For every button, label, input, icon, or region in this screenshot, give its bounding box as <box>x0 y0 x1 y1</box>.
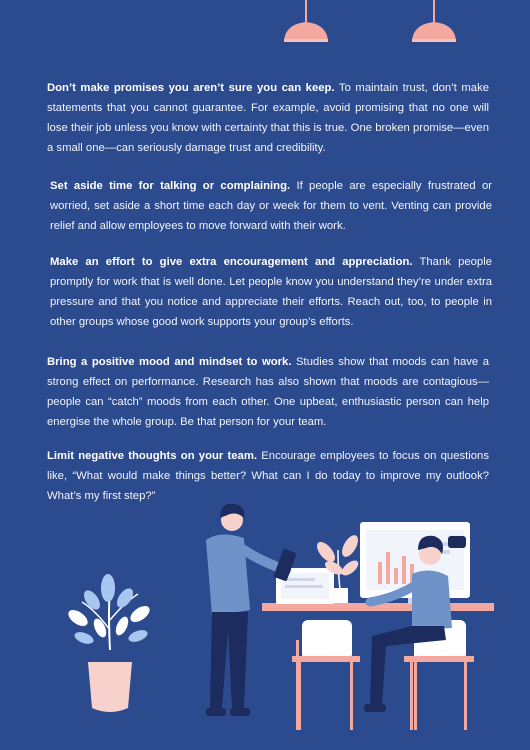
tip-heading: Make an effort to give extra encouragement and appreciation. <box>50 256 413 268</box>
potted-plant-icon <box>66 574 153 712</box>
tip-paragraph <box>50 176 492 236</box>
ceiling-lamp-icon <box>278 0 334 46</box>
office-desk-illustration <box>0 490 530 750</box>
tip-body: To maintain trust, don’t make statements that you cannot guarantee. For example, avoid promising that no one will lose their job unless you know with certainty that this is true. One broken promise—even a small one—can seriously damage trust and credibility. <box>47 82 489 154</box>
tip-heading: Bring a positive mood and mindset to work. <box>47 356 292 368</box>
tip-heading: Set aside time for talking or complaining. <box>50 180 291 192</box>
tip-body: Studies show that moods can have a strong effect on performance. Research has also shown that moods are contagious—people can “catch” moods from each other. One upbeat, enthusiastic person can help energise the whole group. Be that person for your team. <box>47 356 489 428</box>
tip-paragraph <box>47 352 489 432</box>
tip-paragraph <box>47 78 489 158</box>
tip-body: If people are especially frustrated or worried, set aside a short time each day or week for them to vent. Venting can provide relief and allow employees to move forward with their work. <box>50 180 493 232</box>
tip-heading: Limit negative thoughts on your team. <box>47 450 258 462</box>
ceiling-lamp-icon <box>406 0 462 46</box>
tip-body: Thank people promptly for work that is well done. Let people know you understand they’re under extra pressure and that you notice and appreciate their efforts. Reach out, too, to people in other groups whose good work supports your group’s efforts. <box>50 256 492 328</box>
tip-body: Encourage employees to focus on questions like, “What would make things better? What can I do today to improve my outlook? What’s my first step?” <box>47 450 489 502</box>
tip-heading: Don’t make promises you aren’t sure you can keep. <box>47 82 335 94</box>
tip-paragraph <box>50 252 492 332</box>
